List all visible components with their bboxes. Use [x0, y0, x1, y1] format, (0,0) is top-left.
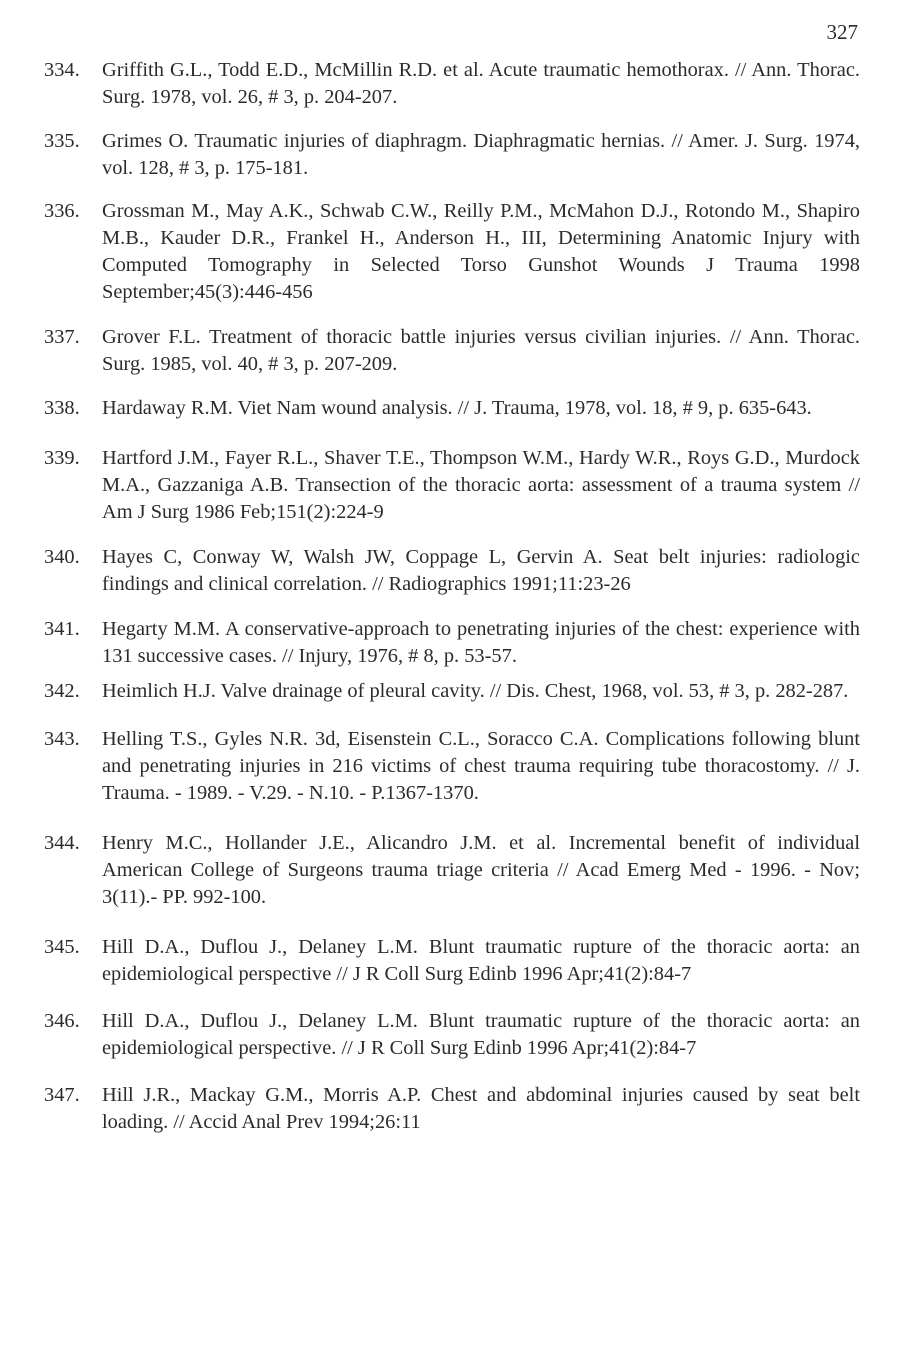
reference-text: Griffith G.L., Todd E.D., McMillin R.D. et al. Acute traumatic hemothorax. // Ann. Thorac. Surg. 1978, vol. 26, # 3, p. 204-207. [102, 59, 860, 108]
reference-text: Hill D.A., Duflou J., Delaney L.M. Blunt traumatic rupture of the thoracic aorta: an epidemiological perspective // J R Coll Surg Edinb 1996 Apr;41(2):84-7 [102, 936, 860, 985]
reference-text: Grimes O. Traumatic injuries of diaphragm. Diaphragmatic hernias. // Amer. J. Surg. 1974, vol. 128, # 3, p. 175-181. [102, 130, 860, 179]
reference-item [44, 57, 860, 111]
reference-text: Hegarty M.M. A conservative-approach to penetrating injuries of the chest: experience with 131 successive cases. // Injury, 1976, # 8, p. 53-57. [102, 618, 860, 667]
reference-item [44, 324, 860, 378]
page-number: 327 [826, 20, 858, 44]
reference-item [44, 128, 860, 182]
reference-list [44, 57, 860, 1136]
reference-number: 345. [44, 936, 80, 958]
reference-number: 338. [44, 397, 80, 419]
reference-text: Hill J.R., Mackay G.M., Morris A.P. Chest and abdominal injuries caused by seat belt loading. // Accid Anal Prev 1994;26:11 [102, 1084, 860, 1133]
reference-item [44, 544, 860, 598]
reference-item [44, 830, 860, 911]
reference-text: Hartford J.M., Fayer R.L., Shaver T.E., Thompson W.M., Hardy W.R., Roys G.D., Murdock M.A., Gazzaniga A.B. Transection of the thoracic aorta: assessment of a trauma system // Am J Surg 1986 Feb;151(2):224-9 [102, 447, 860, 523]
reference-number: 339. [44, 447, 80, 469]
reference-number: 341. [44, 618, 80, 640]
reference-item [44, 1008, 860, 1062]
reference-item [44, 395, 860, 422]
reference-text: Henry M.C., Hollander J.E., Alicandro J.M. et al. Incremental benefit of individual American College of Surgeons trauma triage criteria // Acad Emerg Med - 1996. - Nov; 3(11).- PP. 992-100. [102, 832, 860, 908]
reference-text: Hill D.A., Duflou J., Delaney L.M. Blunt traumatic rupture of the thoracic aorta: an epidemiological perspective. // J R Coll Surg Edinb 1996 Apr;41(2):84-7 [102, 1010, 860, 1059]
reference-item [44, 678, 860, 705]
reference-text: Helling T.S., Gyles N.R. 3d, Eisenstein C.L., Soracco C.A. Complications following blunt and penetrating injuries in 216 victims of chest trauma requiring tube thoracostomy. // J. Trauma. - 1989. - V.29. - N.10. - P.1367-1370. [102, 728, 860, 804]
reference-number: 334. [44, 59, 80, 81]
reference-number: 342. [44, 680, 80, 702]
reference-text: Hardaway R.M. Viet Nam wound analysis. // J. Trauma, 1978, vol. 18, # 9, p. 635-643. [102, 397, 812, 419]
reference-number: 346. [44, 1010, 80, 1032]
reference-number: 344. [44, 832, 80, 854]
reference-item [44, 198, 860, 306]
reference-number: 337. [44, 326, 80, 348]
reference-number: 340. [44, 546, 80, 568]
reference-number: 347. [44, 1084, 80, 1106]
reference-number: 336. [44, 200, 80, 222]
reference-item [44, 616, 860, 670]
reference-item [44, 1082, 860, 1136]
reference-item [44, 726, 860, 807]
reference-number: 343. [44, 728, 80, 750]
reference-text: Hayes C, Conway W, Walsh JW, Coppage L, Gervin A. Seat belt injuries: radiologic findings and clinical correlation. // Radiographics 1991;11:23-26 [102, 546, 860, 595]
reference-text: Heimlich H.J. Valve drainage of pleural cavity. // Dis. Chest, 1968, vol. 53, # 3, p. 282-287. [102, 680, 849, 702]
reference-text: Grover F.L. Treatment of thoracic battle injuries versus civilian injuries. // Ann. Thorac. Surg. 1985, vol. 40, # 3, p. 207-209. [102, 326, 860, 375]
reference-item [44, 445, 860, 526]
reference-item [44, 934, 860, 988]
reference-number: 335. [44, 130, 80, 152]
reference-text: Grossman M., May A.K., Schwab C.W., Reilly P.M., McMahon D.J., Rotondo M., Shapiro M.B., Kauder D.R., Frankel H., Anderson H., III, Determining Anatomic Injury with Computed Tomography in Selected Torso Gunshot Wounds J Trauma 1998 September;45(3):446-456 [102, 200, 860, 303]
